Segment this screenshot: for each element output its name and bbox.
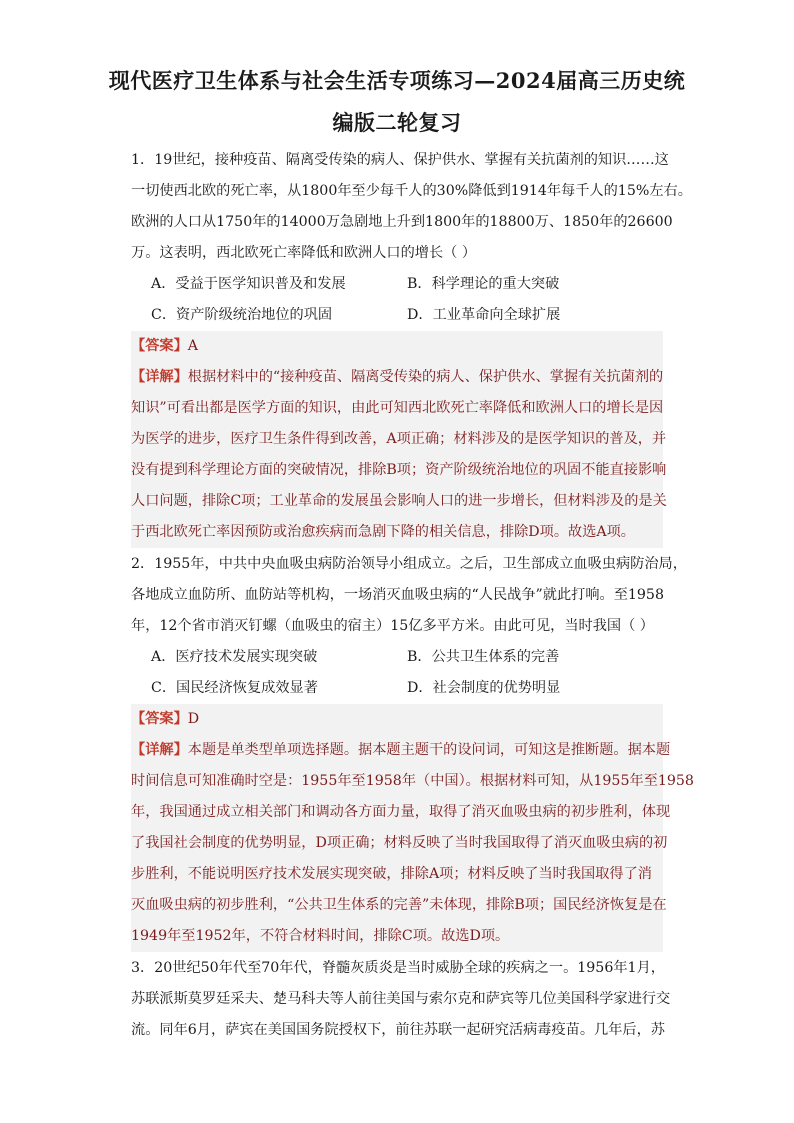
question-1-line: 万。这表明，西北欧死亡率降低和欧洲人口的增长（ ） [131,245,477,261]
detail-line: 没有提到科学理论方面的突破情况，排除B项；资产阶级统治地位的巩固不能直接影响 [131,462,667,478]
detail-line: 时间信息可知准确时空是：1955年至1958年（中国）。根据材料可知，从1955年至1958 [131,773,694,789]
detail-line: 灭血吸虫病的初步胜利，“公共卫生体系的完善”未体现，排除B项；国民经济恢复是在 [131,897,667,913]
question-3-line: 流。同年6月，萨宾在美国国务院授权下，前往苏联一起研究活病毒疫苗。几年后，苏 [131,1022,665,1038]
detail-line: 年，我国通过成立相关部门和调动各方面力量，取得了消灭血吸虫病的初步胜利，体现 [131,804,671,820]
question-1-answer-box [131,331,667,548]
detail-line: 人口问题，排除C项；工业革命的发展虽会影响人口的进一步增长，但材料涉及的是关 [131,493,667,509]
detail-tag: 【详解】 [131,742,188,758]
question-3-stem [131,953,671,1046]
question-2-stem [131,549,687,642]
question-1-line: 1．19世纪，接种疫苗、隔离受传染的病人、保护供水、掌握有关抗菌剂的知识……这 [131,152,669,168]
detail-tag: 【详解】 [131,369,188,385]
page-title-line-2: 编版二轮复习 [332,110,462,135]
question-1-option-a: A．受益于医学知识普及和发展 [151,276,346,292]
answer-tag: 【答案】 [131,711,188,727]
question-2-option-d: D．社会制度的优势明显 [407,680,561,696]
question-3-line: 苏联派斯莫罗廷采夫、楚马科夫等人前往美国与索尔克和萨宾等几位美国科学家进行交 [131,991,671,1007]
question-2-option-b: B．公共卫生体系的完善 [407,649,560,665]
question-2-answer-box [131,704,694,952]
answer-value: A [187,338,199,354]
detail-line: 根据材料中的“接种疫苗、隔离受传染的病人、保护供水、掌握有关抗菌剂的 [187,369,664,385]
question-1-options [151,269,663,331]
question-2-option-a: A．医疗技术发展实现突破 [151,649,318,665]
detail-line: 于西北欧死亡率因预防或治愈疾病而急剧下降的相关信息，排除D项。故选A项。 [131,524,635,540]
question-2-line: 各地成立血防所、血防站等机构，一场消灭血吸虫病的“人民战争”就此打响。至1958 [131,587,664,603]
detail-line: 知识”可看出都是医学方面的知识，由此可知西北欧死亡率降低和欧洲人口的增长是因 [131,400,664,416]
page-title-line-1: 现代医疗卫生体系与社会生活专项练习—2024届高三历史统 [108,68,686,93]
detail-line: 为医学的进步，医疗卫生条件得到改善，A项正确；材料涉及的是医学知识的普及，并 [131,431,667,447]
question-1-line: 欧洲的人口从1750年的14000万急剧地上升到1800年的18800万、1850年的26600 [131,214,673,230]
question-1-option-d: D．工业革命向全球扩展 [407,307,561,323]
answer-value: D [187,711,200,727]
question-3-line: 3．20世纪50年代至70年代，脊髓灰质炎是当时威胁全球的疾病之一。1956年1月， [131,960,665,976]
question-1-option-c: C．资产阶级统治地位的巩固 [151,307,333,323]
question-1-stem [131,145,692,269]
question-2-line: 年，12个省市消灭钉螺（血吸虫的宿主）15亿多平方米。由此可见，当时我国（ ） [131,618,654,634]
question-2-line: 2．1955年，中共中央血吸虫病防治领导小组成立。之后，卫生部成立血吸虫病防治局， [131,556,687,572]
detail-line: 步胜利，不能说明医疗技术发展实现突破，排除A项；材料反映了当时我国取得了消 [131,866,652,882]
detail-line: 了我国社会制度的优势明显，D项正确；材料反映了当时我国取得了消灭血吸虫病的初 [131,835,668,851]
answer-tag: 【答案】 [131,338,188,354]
question-1-line: 一切使西北欧的死亡率，从1800年至少每千人的30%降低到1914年每千人的15%左右。 [131,183,692,199]
detail-line: 本题是单类型单项选择题。据本题主题干的设问词，可知这是推断题。据本题 [187,742,671,758]
question-2-options [151,642,663,704]
question-1-option-b: B．科学理论的重大突破 [407,276,560,292]
question-2-option-c: C．国民经济恢复成效显著 [151,680,318,696]
detail-line: 1949年至1952年，不符合材料时间，排除C项。故选D项。 [131,928,510,944]
